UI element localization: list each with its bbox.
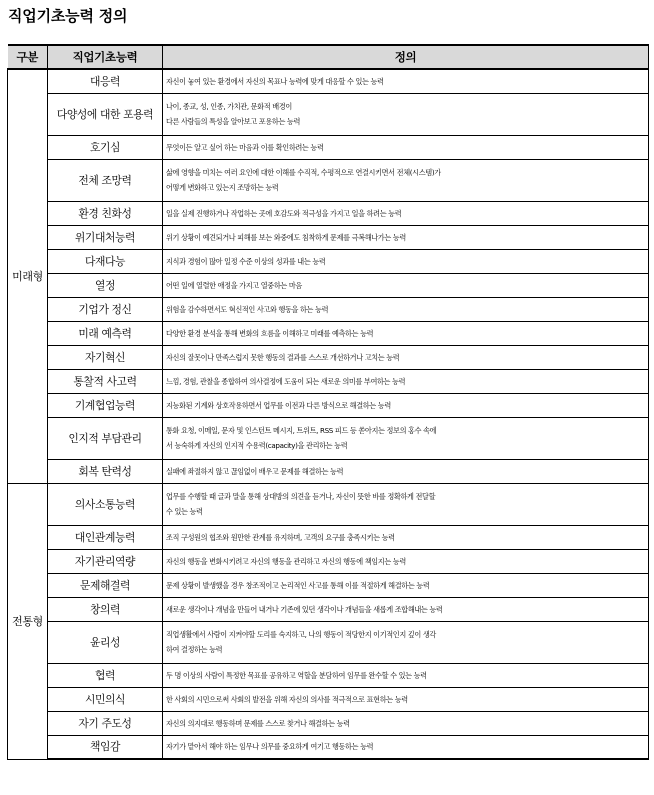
competency-name: 통찰적 사고력 — [48, 369, 163, 393]
table-row — [8, 69, 649, 93]
definition-line: 한 사회의 시민으로써 사회의 발전을 위해 자신의 의사를 적극적으로 표현하는 능력 — [166, 694, 408, 704]
table-row — [8, 597, 649, 621]
table-body — [8, 69, 649, 759]
competency-name: 협력 — [48, 663, 163, 687]
table-row — [8, 549, 649, 573]
header-row — [8, 45, 649, 69]
competency-name: 호기심 — [48, 135, 163, 159]
table-row — [8, 735, 649, 759]
table-row — [8, 201, 649, 225]
table-row — [8, 321, 649, 345]
definition-line: 직업생활에서 사람이 지켜야할 도리를 숙지하고, 나의 행동이 적당한지 이기적인지 깊이 생각 — [166, 630, 436, 639]
competency-name: 전체 조망력 — [48, 159, 163, 201]
definition-line: 두 명 이상의 사람이 특정한 목표를 공유하고 역할을 분담하여 임무를 완수할 수 있는 능력 — [166, 670, 427, 680]
competency-name: 책임감 — [48, 735, 163, 759]
definition-line: 실패에 좌절하지 않고 끊임없이 배우고 문제를 해결하는 능력 — [166, 466, 344, 476]
competency-definition — [163, 249, 649, 273]
competency-definition — [163, 345, 649, 369]
competency-name: 윤리성 — [48, 621, 163, 663]
competency-table-container — [7, 44, 648, 760]
competency-definition — [163, 621, 649, 663]
definition-line: 수 있는 능력 — [166, 507, 203, 516]
competency-definition — [163, 297, 649, 321]
competency-name: 의사소통능력 — [48, 483, 163, 525]
definition-line: 느낌, 경험, 관찰을 종합하여 의사결정에 도움이 되는 새로운 의미를 부여하는 능력 — [166, 376, 406, 386]
competency-definition — [163, 597, 649, 621]
definition-line: 지식과 경험이 많아 일정 수준 이상의 성과를 내는 능력 — [166, 256, 326, 266]
definition-line: 자기가 맡아서 해야 하는 임무나 의무를 중요하게 여기고 행동하는 능력 — [166, 742, 374, 752]
definition-line: 삶에 영향을 미치는 여러 요인에 대한 이해를 수직적, 수평적으로 연결시키면서 전체(시스템)가 — [166, 168, 441, 177]
group-label-2: 전통형 — [8, 483, 48, 759]
definition-line: 지능화된 기계와 상호작용하면서 업무를 이전과 다른 방식으로 해결하는 능력 — [166, 400, 391, 410]
competency-definition — [163, 549, 649, 573]
definition-line: 자신의 잘못이나 만족스럽지 못한 행동의 결과를 스스로 개선하거나 고치는 능력 — [166, 352, 400, 362]
definition-line: 위험을 감수하면서도 혁신적인 사고와 행동을 하는 능력 — [166, 304, 329, 314]
competency-definition — [163, 735, 649, 759]
definition-line: 조직 구성원의 협조와 원만한 관계를 유지하며, 고객의 요구를 충족시키는 능력 — [166, 532, 395, 542]
definition-line: 하여 결정하는 능력 — [166, 645, 223, 654]
definition-line: 서 능숙하게 자신의 인지적 수용력(capacity)을 관리하는 능력 — [166, 441, 348, 450]
competency-name: 회복 탄력성 — [48, 459, 163, 483]
competency-definition — [163, 483, 649, 525]
table-row — [8, 525, 649, 549]
competency-definition — [163, 93, 649, 135]
definition-line: 어떤 일에 열렬한 애정을 가지고 열중하는 마음 — [166, 280, 302, 290]
competency-definition — [163, 135, 649, 159]
competency-definition — [163, 573, 649, 597]
competency-name: 대응력 — [48, 69, 163, 93]
column-header-competency: 직업기초능력 — [48, 45, 163, 69]
table-row — [8, 573, 649, 597]
competency-name: 환경 친화성 — [48, 201, 163, 225]
table-row — [8, 273, 649, 297]
group-label-1: 미래형 — [8, 69, 48, 483]
column-header-definition: 정의 — [163, 45, 649, 69]
definition-line: 새로운 생각이나 개념을 만들어 내거나 기존에 있던 생각이나 개념들을 새롭게 조합해내는 능력 — [166, 604, 443, 614]
competency-name: 시민의식 — [48, 687, 163, 711]
competency-definition — [163, 201, 649, 225]
competency-name: 창의력 — [48, 597, 163, 621]
page-title: 직업기초능력 정의 — [8, 7, 128, 25]
definition-line: 다른 사람들의 특성을 알아보고 포용하는 능력 — [166, 117, 301, 126]
competency-definition — [163, 663, 649, 687]
table-row — [8, 249, 649, 273]
column-header-group: 구분 — [8, 45, 48, 69]
competency-name: 문제해결력 — [48, 573, 163, 597]
table-row — [8, 417, 649, 459]
table-row — [8, 369, 649, 393]
table-row — [8, 393, 649, 417]
definition-line: 업무를 수행할 때 글과 말을 통해 상대방의 의견을 듣거나, 자신이 뜻한 바를 정확하게 전달할 — [166, 492, 436, 501]
competency-definition — [163, 417, 649, 459]
definition-line: 무엇이든 알고 싶어 하는 마음과 이를 확인하려는 능력 — [166, 142, 324, 152]
competency-name: 자기혁신 — [48, 345, 163, 369]
definition-line: 통화 요청, 이메일, 문자 및 인스턴트 메시지, 트위트, RSS 피드 등 쏟아지는 정보의 홍수 속에 — [166, 426, 437, 435]
competency-definition — [163, 459, 649, 483]
competency-name: 인지적 부담관리 — [48, 417, 163, 459]
definition-line: 자신의 행동을 변화시키려고 자신의 행동을 관리하고 자신의 행동에 책임지는 능력 — [166, 556, 406, 566]
competency-name: 자기관리역량 — [48, 549, 163, 573]
definition-line: 다양한 환경 분석을 통해 변화의 흐름을 이해하고 미래를 예측하는 능력 — [166, 328, 374, 338]
competency-definition — [163, 393, 649, 417]
competency-definition — [163, 69, 649, 93]
table-row — [8, 459, 649, 483]
definition-line: 일을 실제 진행하거나 작업하는 곳에 호감도와 적극성을 가지고 일을 하려는 능력 — [166, 208, 402, 218]
competency-name: 기업가 정신 — [48, 297, 163, 321]
competency-definition — [163, 687, 649, 711]
definition-line: 자신이 놓여 있는 환경에서 자신의 목표나 능력에 맞게 대응할 수 있는 능력 — [166, 76, 384, 86]
table-row — [8, 663, 649, 687]
competency-definition — [163, 525, 649, 549]
table-row — [8, 687, 649, 711]
competency-name: 자기 주도성 — [48, 711, 163, 735]
competency-name: 미래 예측력 — [48, 321, 163, 345]
definition-line: 나이, 종교, 성, 인종, 가치관, 문화적 배경이 — [166, 102, 292, 111]
table-row — [8, 621, 649, 663]
competency-name: 열정 — [48, 273, 163, 297]
competency-table — [7, 44, 649, 760]
competency-name: 위기대처능력 — [48, 225, 163, 249]
table-row — [8, 483, 649, 525]
competency-definition — [163, 321, 649, 345]
table-row — [8, 225, 649, 249]
competency-name: 기계협업능력 — [48, 393, 163, 417]
competency-name: 다양성에 대한 포용력 — [48, 93, 163, 135]
competency-definition — [163, 369, 649, 393]
definition-line: 문제 상황이 발생했을 경우 창조적이고 논리적인 사고를 통해 이를 적절하게 해결하는 능력 — [166, 580, 430, 590]
competency-definition — [163, 273, 649, 297]
table-header — [8, 45, 649, 69]
table-row — [8, 711, 649, 735]
definition-line: 어떻게 변화하고 있는지 조망하는 능력 — [166, 183, 279, 192]
competency-definition — [163, 225, 649, 249]
table-row — [8, 297, 649, 321]
definition-line: 위기 상황이 예견되거나 피해를 보는 와중에도 침착하게 문제를 극복해나가는 능력 — [166, 232, 406, 242]
competency-definition — [163, 159, 649, 201]
table-row — [8, 93, 649, 135]
table-row — [8, 135, 649, 159]
competency-name: 대인관계능력 — [48, 525, 163, 549]
definition-line: 자신의 의지대로 행동하며 문제를 스스로 찾거나 해결하는 능력 — [166, 718, 350, 728]
table-row — [8, 345, 649, 369]
competency-name: 다재다능 — [48, 249, 163, 273]
table-row — [8, 159, 649, 201]
competency-definition — [163, 711, 649, 735]
